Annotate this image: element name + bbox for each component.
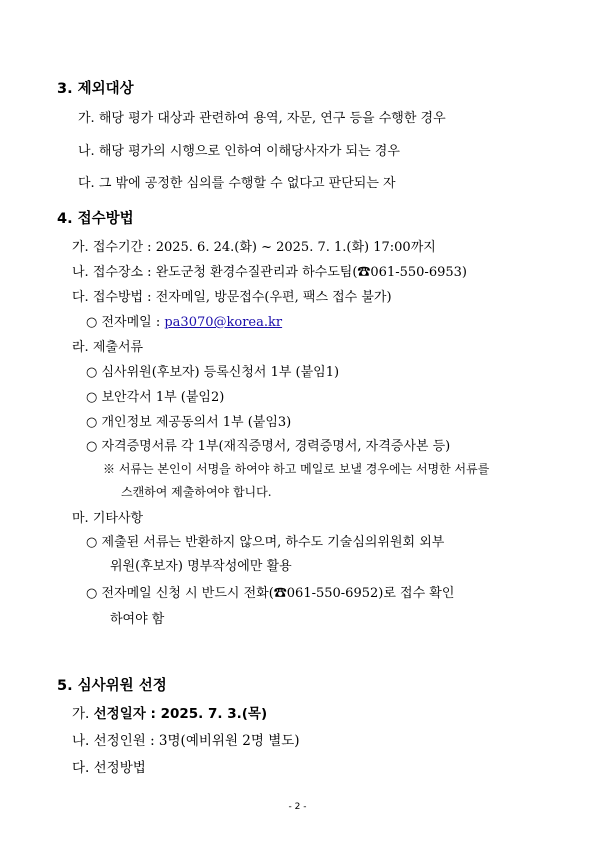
section-5-title: 5. 심사위원 선정 [57, 678, 167, 694]
section-4-title: 4. 접수방법 [57, 211, 134, 227]
etc-item-2-line-1: ○ 전자메일 신청 시 반드시 전화(☎061-550-6952)로 접수 확인 [86, 586, 455, 601]
page-number: - 2 - [288, 802, 307, 812]
email-label: ○ 전자메일 : [86, 315, 165, 330]
doc-item-2: ○ 보안각서 1부 (붙임2) [86, 390, 225, 405]
reception-period: 가. 접수기간 : 2025. 6. 24.(화) ~ 2025. 7. 1.(화) 17:00까지 [72, 240, 436, 255]
doc-item-4: ○ 자격증명서류 각 1부(재직증명서, 경력증명서, 자격증사본 등) [86, 439, 451, 454]
selection-date-prefix: 가. [72, 706, 94, 722]
note-line-1: ※ 서류는 본인이 서명을 하여야 하고 메일로 보낼 경우에는 서명한 서류를 [103, 462, 490, 476]
selection-count: 나. 선정인원 : 3명(예비위원 2명 별도) [72, 733, 300, 749]
section-3-item-ga: 가. 해당 평가 대상과 관련하여 용역, 자문, 연구 등을 수행한 경우 [78, 111, 446, 126]
etc-item-1-line-2: 위원(후보자) 명부작성에만 활용 [110, 559, 292, 574]
doc-item-1: ○ 심사위원(후보자) 등록신청서 1부 (붙임1) [86, 365, 340, 380]
section-3-item-na: 나. 해당 평가의 시행으로 인하여 이해당사자가 되는 경우 [78, 144, 400, 159]
etc-title: 마. 기타사항 [72, 511, 144, 526]
etc-item-1-line-1: ○ 제출된 서류는 반환하지 않으며, 하수도 기술심의위원회 외부 [86, 535, 445, 550]
selection-method: 다. 선정방법 [72, 760, 146, 776]
note-line-2: 스캔하여 제출하여야 합니다. [121, 485, 272, 499]
section-3-title: 3. 제외대상 [57, 81, 134, 97]
doc-item-3: ○ 개인정보 제공동의서 1부 (붙임3) [86, 415, 292, 430]
selection-date [72, 708, 267, 722]
etc-item-2-line-2: 하여야 함 [110, 612, 165, 627]
reception-method: 다. 접수방법 : 전자메일, 방문접수(우편, 팩스 접수 불가) [72, 290, 392, 305]
reception-place: 나. 접수장소 : 완도군청 환경수질관리과 하수도팀(☎061-550-6953) [72, 265, 467, 280]
email-line [86, 316, 282, 329]
section-3-item-da: 다. 그 밖에 공정한 심의를 수행할 수 없다고 판단되는 자 [78, 176, 396, 191]
email-link[interactable]: pa3070@korea.kr [164, 315, 283, 330]
docs-title: 라. 제출서류 [72, 340, 144, 355]
selection-date-value: 선정일자 : 2025. 7. 3.(목) [93, 706, 268, 722]
